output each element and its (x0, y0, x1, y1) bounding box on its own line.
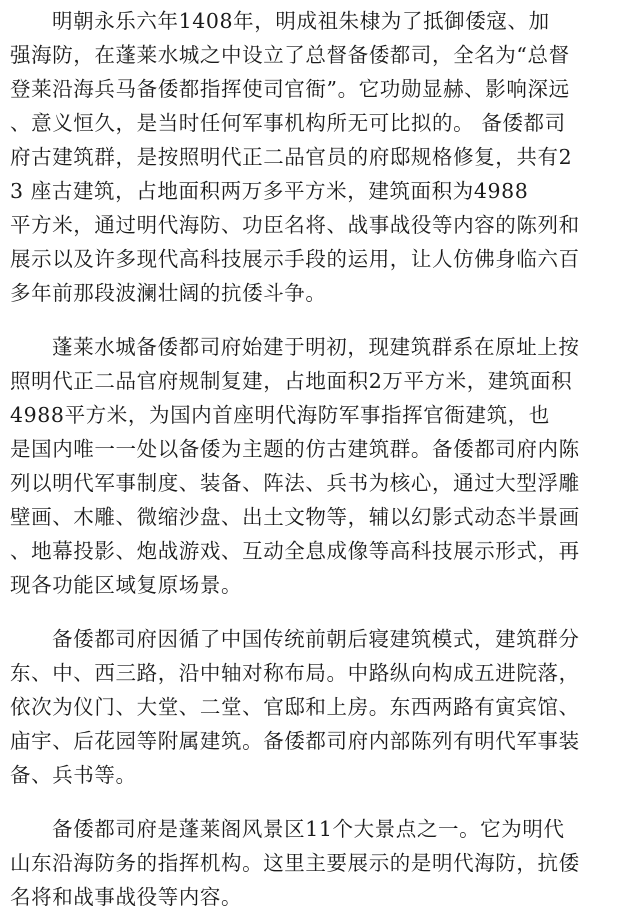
paragraph-line: 登莱沿海兵马备倭都指挥使司官衙”。它功勋显赫、影响深远 (10, 77, 570, 101)
paragraph-line: 、地幕投影、炮战游戏、互动全息成像等高科技展示形式，再 (10, 539, 580, 563)
paragraph-line: 依次为仪门、大堂、二堂、官邸和上房。东西两路有寅宾馆、 (10, 695, 580, 719)
paragraph-line: 展示以及许多现代高科技展示手段的运用，让人仿佛身临六百 (10, 247, 580, 271)
paragraph-line: 明朝永乐六年1408年，明成祖朱棣为了抵御倭寇、加 (52, 9, 550, 33)
paragraph-line: 平方米，通过明代海防、功臣名将、战事战役等内容的陈列和 (10, 213, 580, 237)
paragraph-line: 、意义恒久，是当时任何军事机构所无可比拟的。 备倭都司 (10, 111, 566, 135)
paragraph-line: 山东沿海防务的指挥机构。这里主要展示的是明代海防，抗倭 (10, 851, 580, 875)
paragraph-line: 庙宇、后花园等附属建筑。备倭都司府内部陈列有明代军事装 (10, 729, 580, 753)
paragraph-line: 壁画、木雕、微缩沙盘、出土文物等，辅以幻影式动态半景画 (10, 505, 580, 529)
paragraph-line: 备、兵书等。 (10, 763, 137, 787)
paragraph-line: 4988平方米，为国内首座明代海防军事指挥官衙建筑，也 (10, 403, 550, 427)
paragraph-line: 名将和战事战役等内容。 (10, 885, 243, 909)
paragraph-line: 现各功能区域复原场景。 (10, 573, 243, 597)
paragraph-line: 东、中、西三路，沿中轴对称布局。中路纵向构成五进院落， (10, 661, 580, 685)
paragraph-line: 备倭都司府因循了中国传统前朝后寝建筑模式，建筑群分 (52, 627, 580, 651)
paragraph-line: 备倭都司府是蓬莱阁风景区11个大景点之一。它为明代 (52, 817, 565, 841)
paragraph-line: 府古建筑群，是按照明代正二品官员的府邸规格修复，共有2 (10, 145, 573, 169)
paragraph-line: 照明代正二品官府规制复建，占地面积2万平方米，建筑面积 (10, 369, 573, 393)
paragraph-line: 列以明代军事制度、装备、阵法、兵书为核心，通过大型浮雕 (10, 471, 580, 495)
paragraph-line: 多年前那段波澜壮阔的抗倭斗争。 (10, 281, 327, 305)
paragraph-line: 是国内唯一一处以备倭为主题的仿古建筑群。备倭都司府内陈 (10, 437, 580, 461)
paragraph-line: 强海防，在蓬莱水城之中设立了总督备倭都司，全名为“总督 (10, 43, 570, 67)
paragraph-line: 3 座古建筑，占地面积两万多平方米，建筑面积为4988 (10, 179, 529, 203)
paragraph-line: 蓬莱水城备倭都司府始建于明初，现建筑群系在原址上按 (52, 335, 580, 359)
